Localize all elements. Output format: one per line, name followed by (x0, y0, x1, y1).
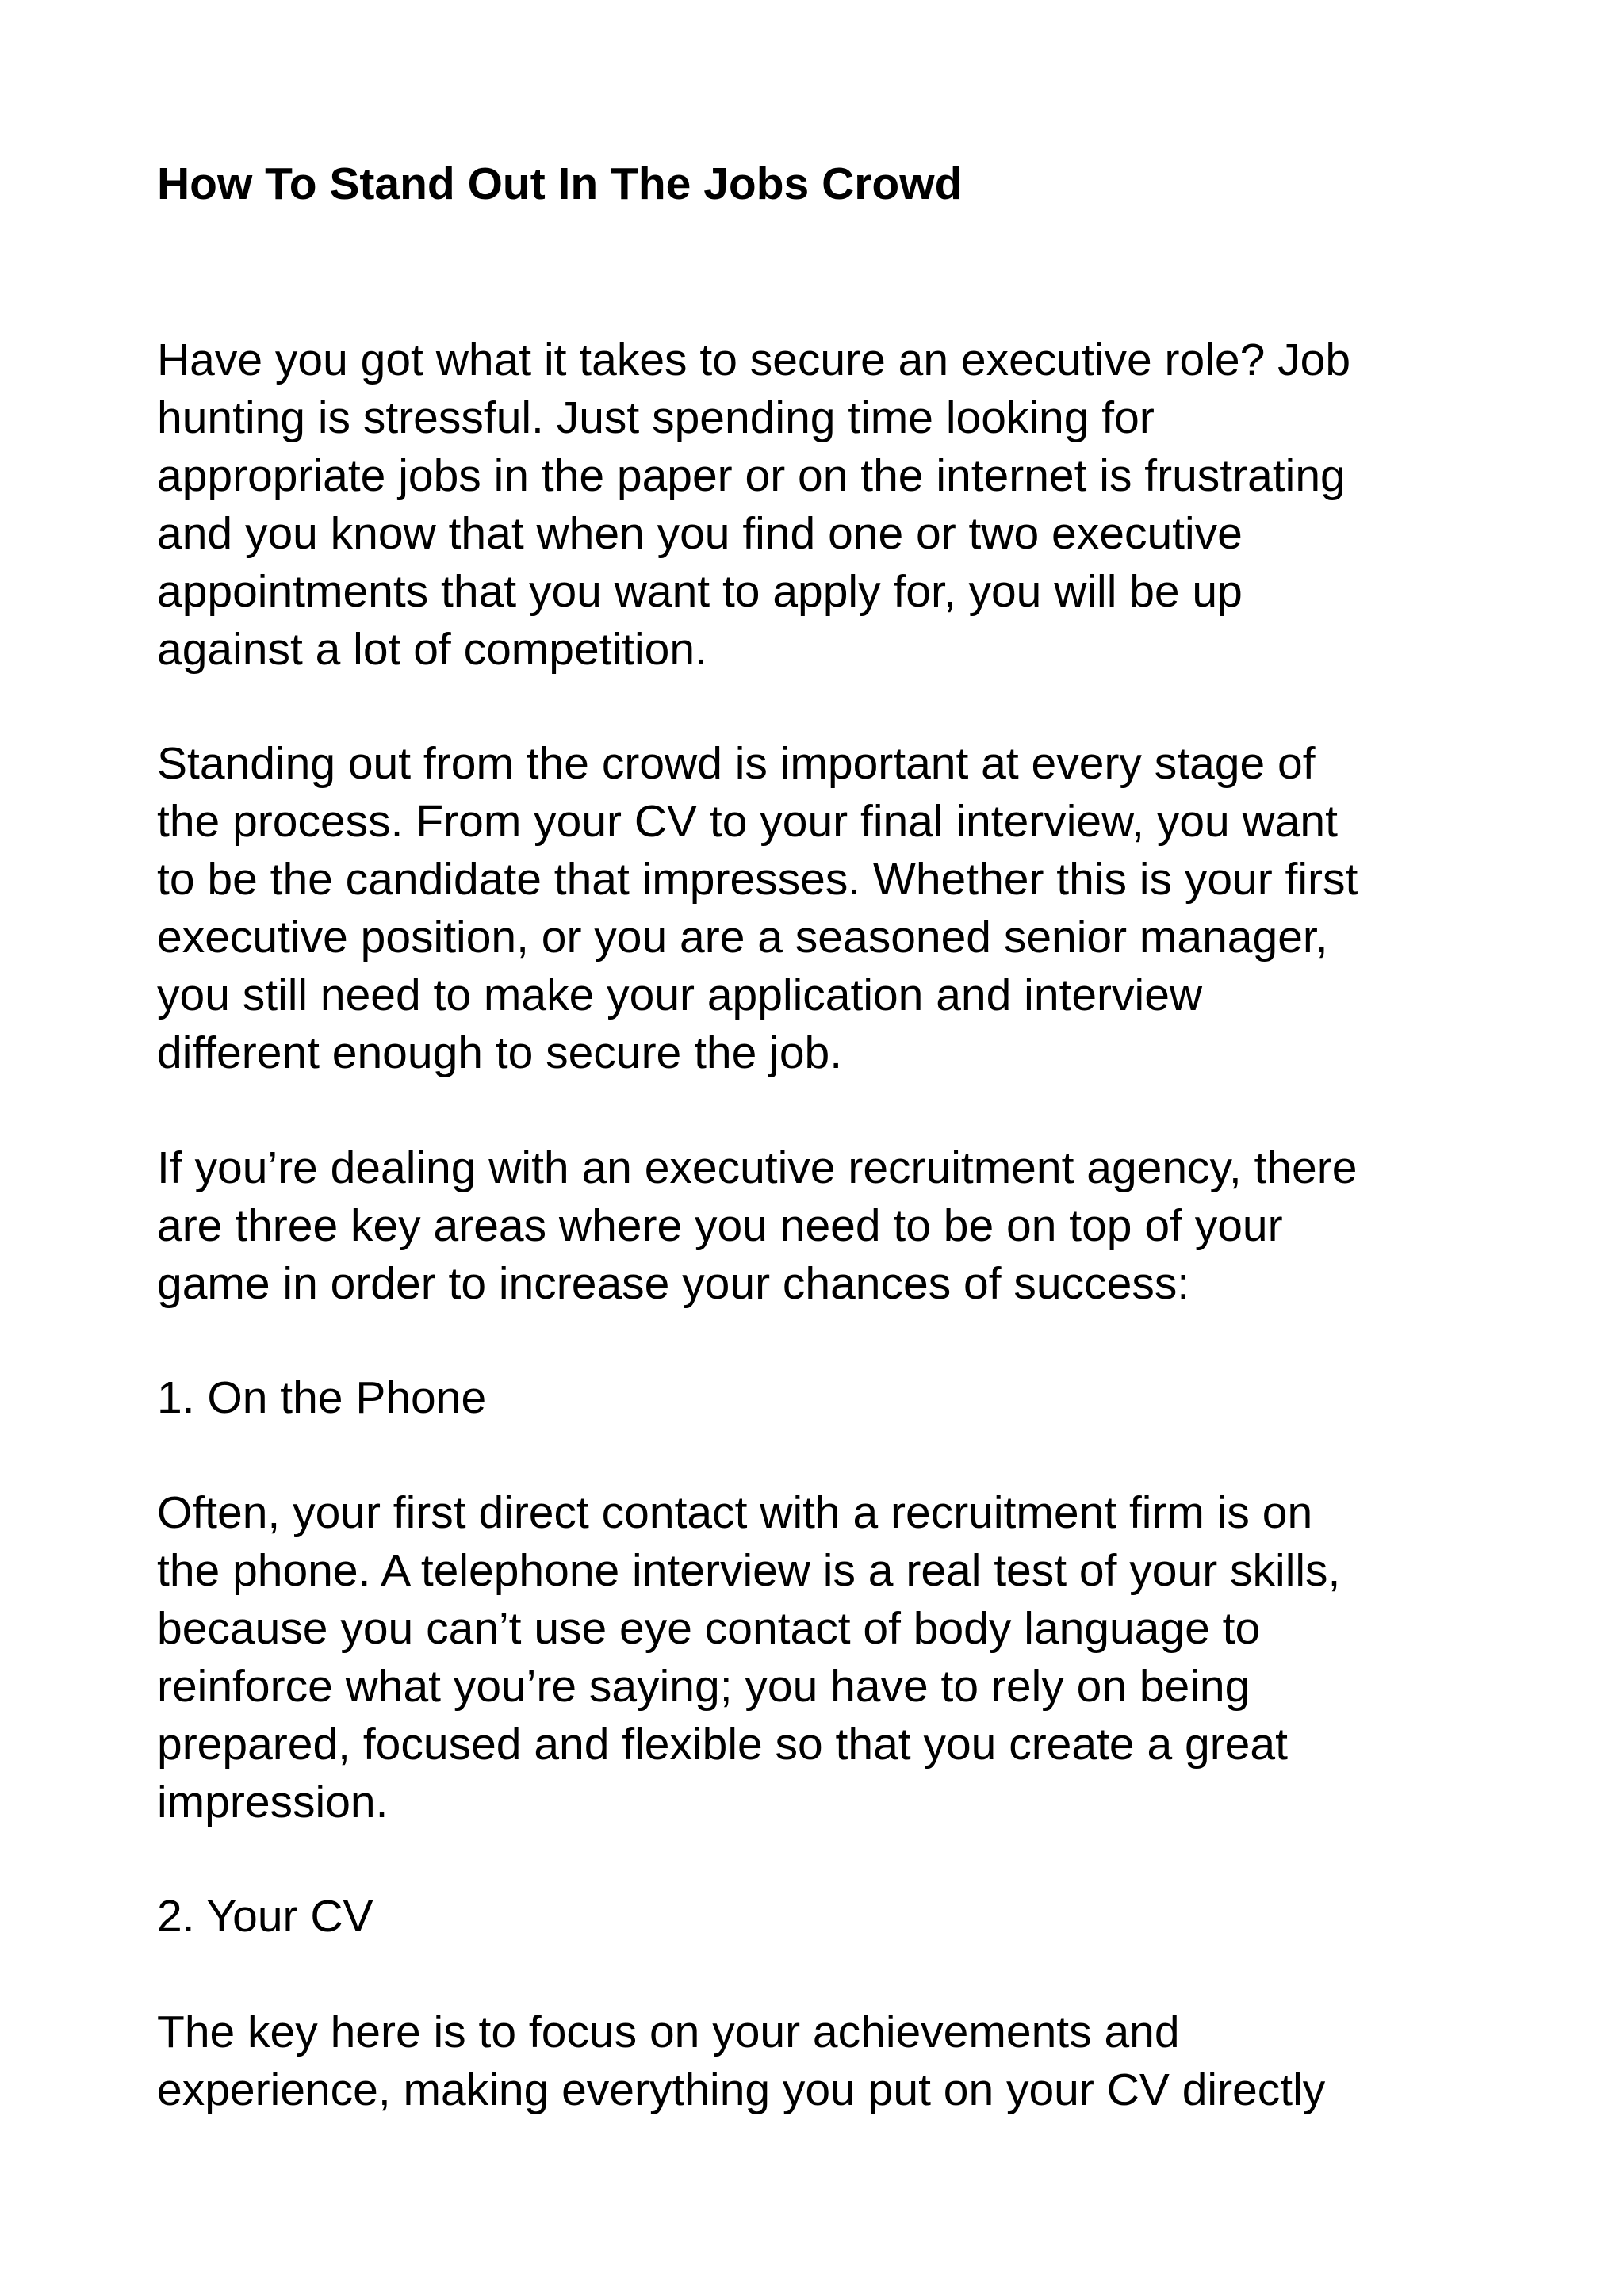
text-line: appropriate jobs in the paper or on the internet is frustrating (157, 450, 1346, 501)
text-line: different enough to secure the job. (157, 1027, 843, 1078)
section-heading-phone (157, 1369, 486, 1427)
text-line: you still need to make your application and interview (157, 970, 1203, 1020)
text-line: game in order to increase your chances of success: (157, 1258, 1190, 1309)
document-title: How To Stand Out In The Jobs Crowd (157, 159, 963, 209)
text-line: prepared, focused and flexible so that you create a great (157, 1719, 1288, 1770)
paragraph-cv (157, 2003, 1325, 2119)
text-line: because you can’t use eye contact of body language to (157, 1603, 1261, 1654)
text-line: Often, your first direct contact with a recruitment firm is on (157, 1487, 1313, 1538)
text-line: hunting is stressful. Just spending time looking for (157, 392, 1155, 443)
text-line: 2. Your CV (157, 1891, 373, 1942)
section-heading-cv (157, 1888, 373, 1946)
text-line: executive position, or you are a seasoned senior manager, (157, 912, 1328, 962)
paragraph-phone (157, 1484, 1340, 1831)
text-line: the process. From your CV to your final interview, you want (157, 796, 1338, 847)
text-line: and you know that when you find one or two executive (157, 508, 1243, 559)
text-line: to be the candidate that impresses. Whether this is your first (157, 854, 1358, 905)
text-line: The key here is to focus on your achievements and (157, 2007, 1180, 2057)
text-line: Standing out from the crowd is important at every stage of (157, 738, 1316, 789)
text-line: the phone. A telephone interview is a real test of your skills, (157, 1545, 1341, 1596)
paragraph-key-areas (157, 1139, 1357, 1313)
text-line: reinforce what you’re saying; you have to rely on being (157, 1661, 1251, 1712)
text-line: experience, making everything you put on your CV directly (157, 2064, 1326, 2115)
paragraph-standing-out (157, 735, 1358, 1082)
text-line: impression. (157, 1777, 389, 1827)
text-line: appointments that you want to apply for, you will be up (157, 566, 1243, 617)
paragraph-intro (157, 331, 1350, 679)
text-line: 1. On the Phone (157, 1372, 487, 1423)
text-line: against a lot of competition. (157, 624, 707, 675)
text-line: Have you got what it takes to secure an executive role? Job (157, 335, 1351, 385)
text-line: are three key areas where you need to be on top of your (157, 1200, 1283, 1251)
text-line: If you’re dealing with an executive recruitment agency, there (157, 1142, 1358, 1193)
